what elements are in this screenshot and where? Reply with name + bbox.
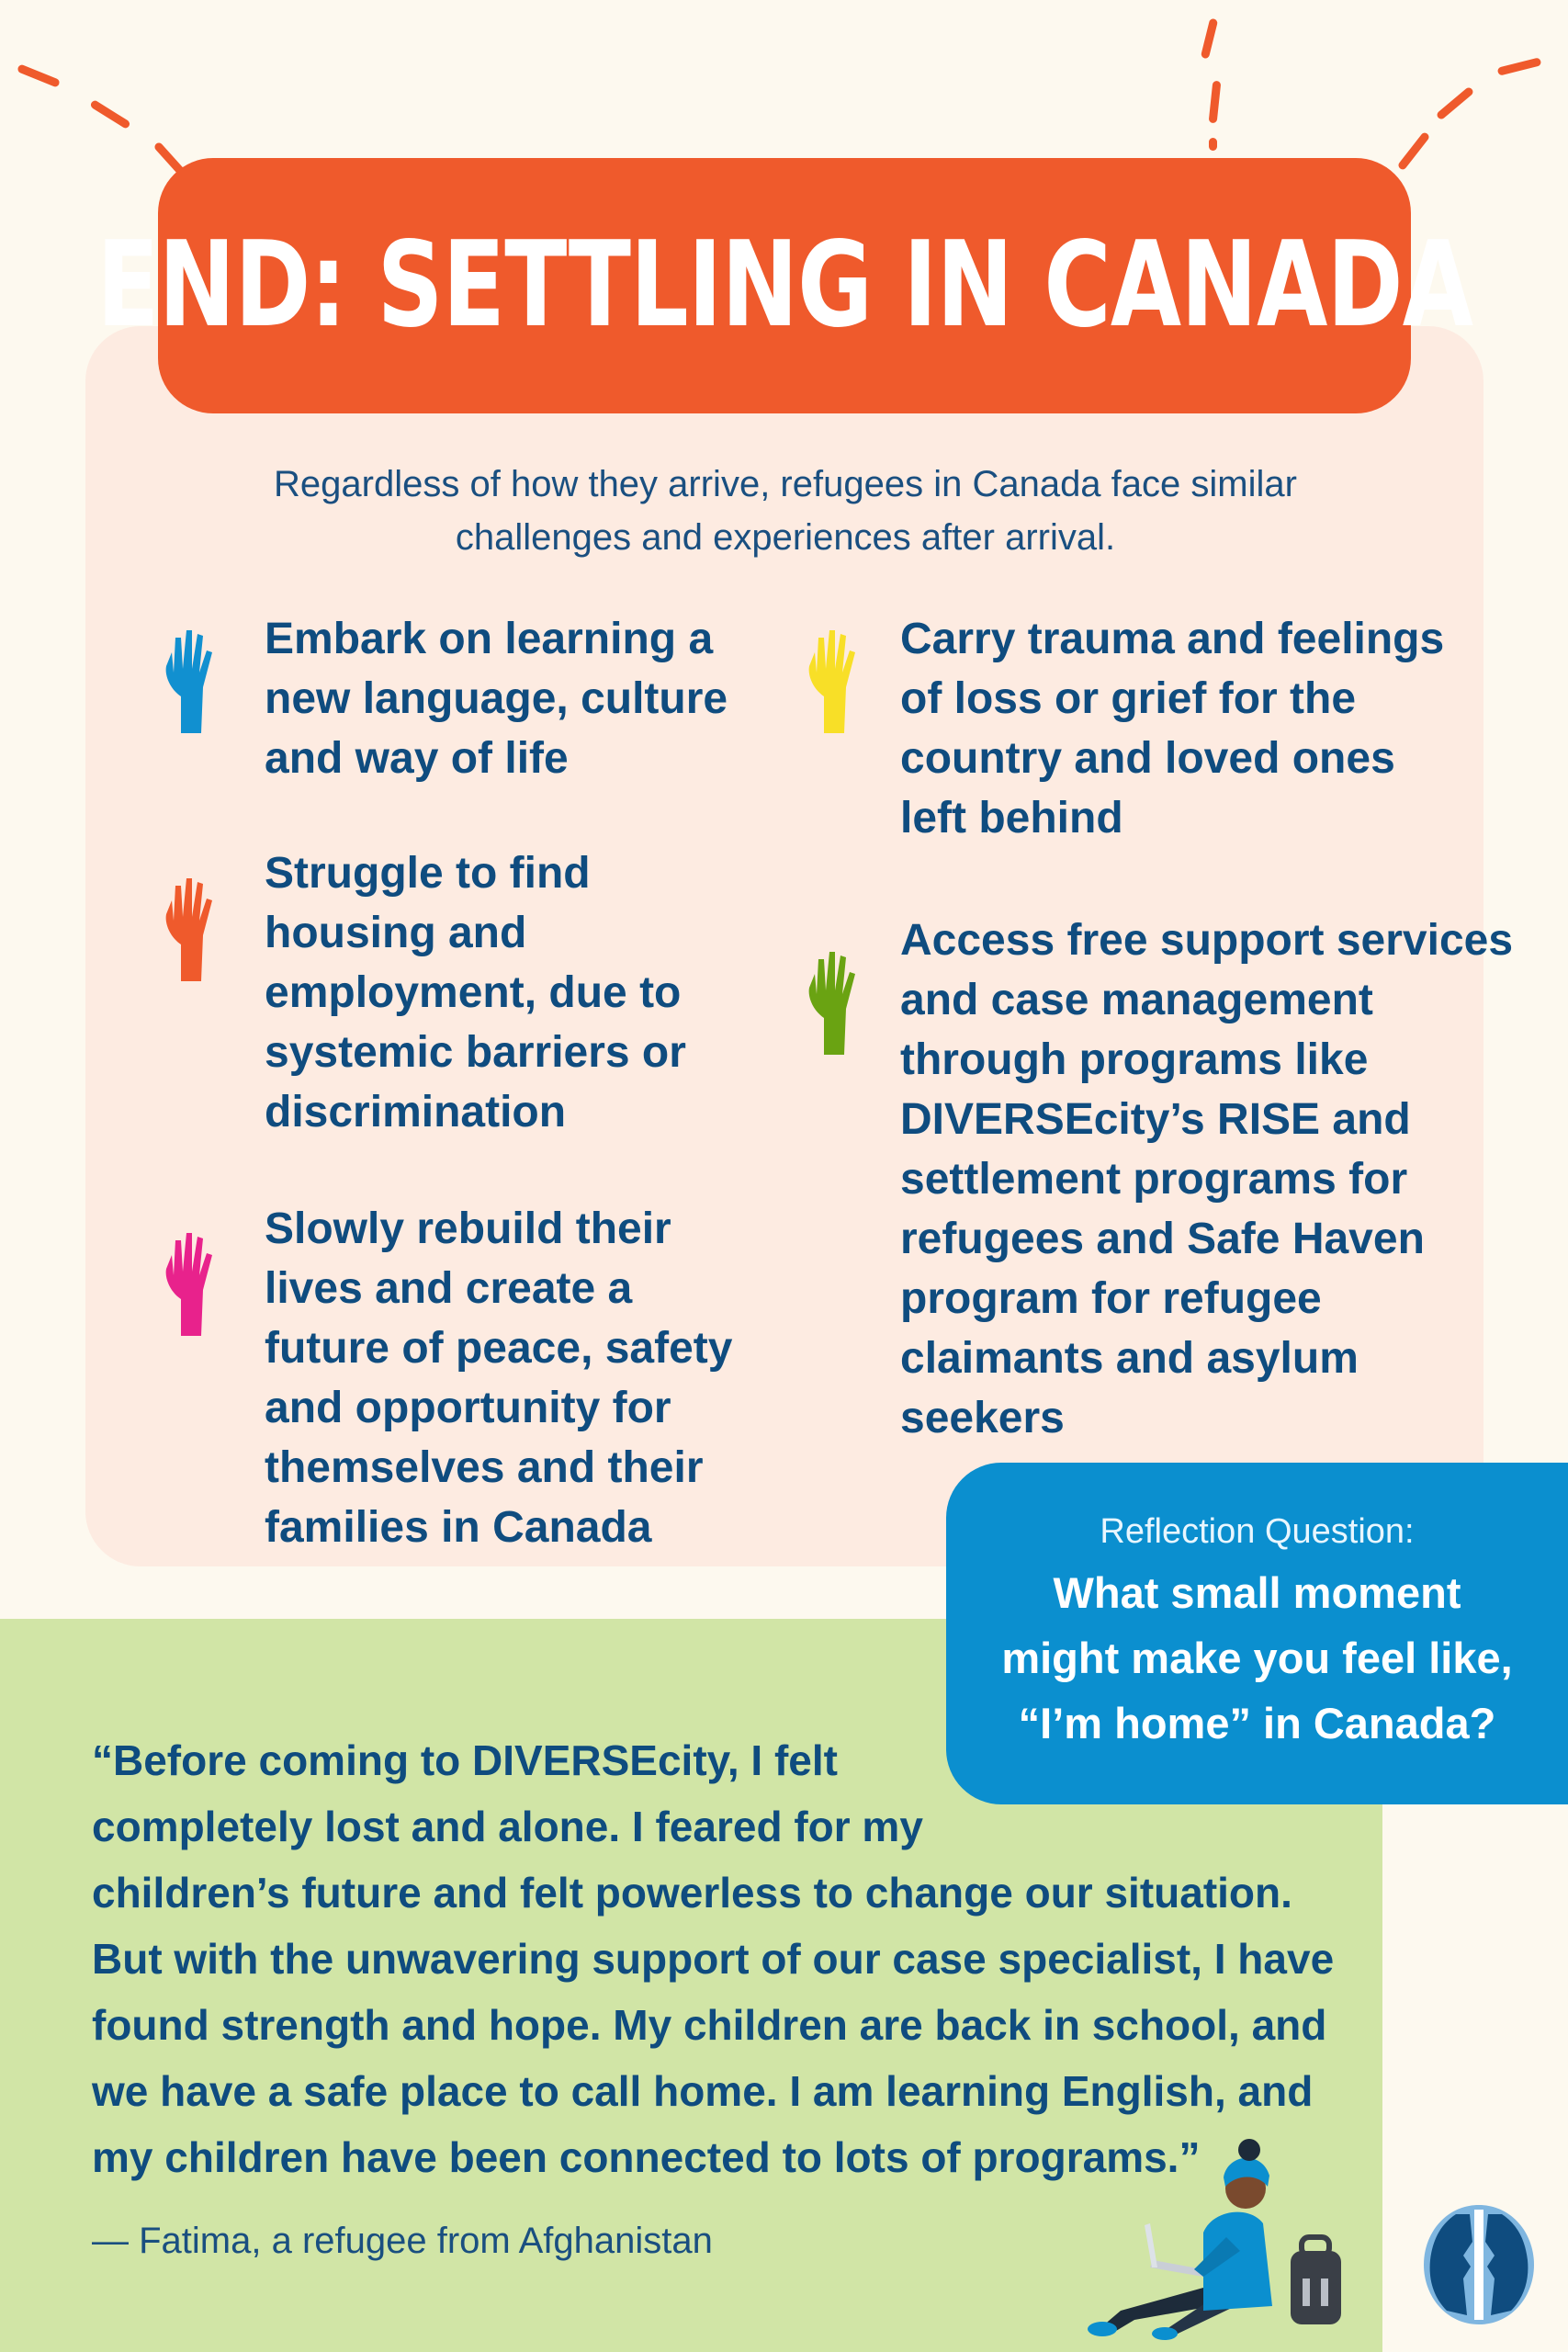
- list-item: Embark on learning a new language, culture and way of life: [265, 615, 728, 783]
- reflection-question: What small moment might make you feel like, “I’m home” in Canada?: [1001, 1568, 1513, 1747]
- reflection-label: Reflection Question:: [1100, 1512, 1415, 1551]
- raised-hand-icon: [161, 625, 225, 735]
- intro-text: Regardless of how they arrive, refugees in Canada face similar challenges and experiences after arrival.: [274, 464, 1297, 558]
- raised-hand-icon: [804, 946, 868, 1057]
- person-with-laptop-illustration: [1066, 2122, 1359, 2343]
- organization-logo: [1419, 2200, 1539, 2329]
- list-item: Access free support services and case management through programs like DIVERSEcity’s RISE and settlement programs for refugees and Safe Haven program for refugee claimants and asylum seekers: [900, 916, 1514, 1442]
- list-item: Slowly rebuild their lives and create a future of peace, safety and opportunity for themselves and their families in Canada: [265, 1204, 733, 1552]
- page-title: END: SETTLING IN CANADA: [96, 217, 1472, 354]
- raised-hand-icon: [161, 873, 225, 983]
- list-item: Struggle to find housing and employment, due to systemic barriers or discrimination: [265, 849, 686, 1136]
- quote-attribution: — Fatima, a refugee from Afghanistan: [92, 2221, 713, 2261]
- title-banner: [96, 158, 1472, 413]
- raised-hand-icon: [804, 625, 868, 735]
- reflection-box: [946, 1463, 1568, 1804]
- raised-hand-icon: [161, 1227, 225, 1338]
- list-item: Carry trauma and feelings of loss or grief for the country and loved ones left behind: [900, 615, 1445, 842]
